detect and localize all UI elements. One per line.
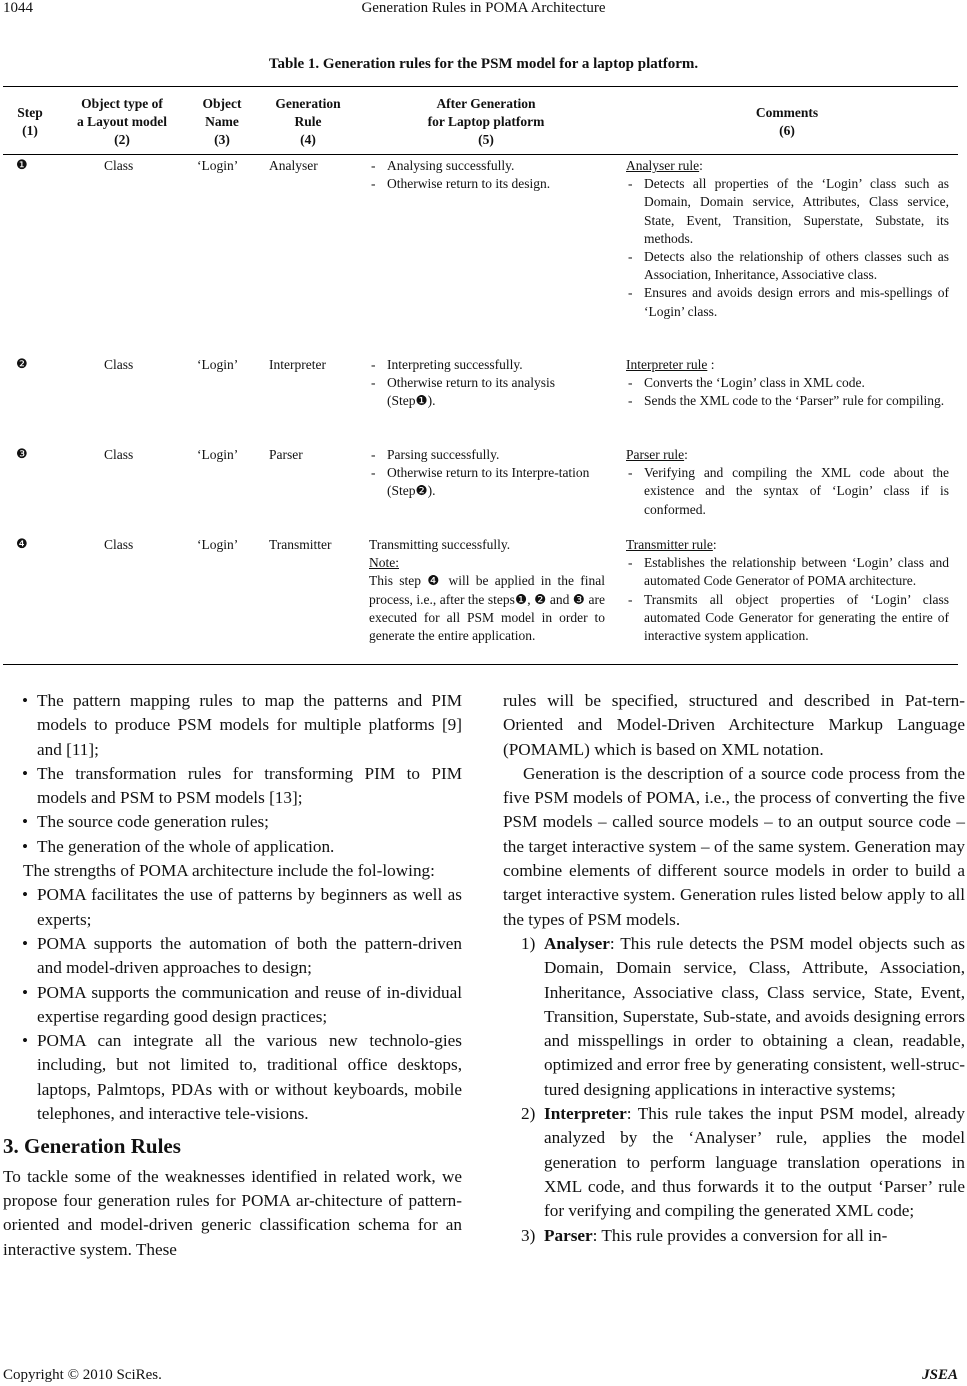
table-row-1-step: ❶ bbox=[16, 157, 28, 172]
table-row-3-name: ‘Login’ bbox=[197, 447, 239, 462]
table-row-3-comments: Parser rule: - Verifying and compiling the XML code about the existence and the syntax of ‘Login’ class if is conformed. bbox=[626, 446, 949, 519]
paragraph: rules will be specified, structured and described in Pat-tern-Oriented and Model-Driven Architecture Markup Language (POMAML) which is based on XML notation. bbox=[503, 691, 965, 759]
bullet-item: • The pattern mapping rules to map the patterns and PIM models to produce PSM models for multiple platforms [9] and [11]; bbox=[23, 689, 462, 762]
strengths-intro: The strengths of POMA architecture include the fol-lowing: bbox=[23, 861, 435, 881]
table-top-rule bbox=[3, 86, 958, 87]
table-caption: Table 1. Generation rules for the PSM model for a laptop platform. bbox=[268, 56, 699, 72]
bullet-item: • POMA supports the communication and reuse of in-dividual expertise regarding good design practices; bbox=[23, 981, 462, 1030]
col-header-step: Step (1) bbox=[17, 105, 43, 138]
table-row-2-name: ‘Login’ bbox=[197, 357, 239, 372]
table-row-2-type: Class bbox=[104, 357, 134, 372]
col-header-comments: Comments (6) bbox=[755, 105, 819, 138]
table-row-2-after: - Interpreting successfully. - Otherwise return to its analysis (Step❶). bbox=[369, 356, 605, 411]
table-row-1-type: Class bbox=[104, 158, 134, 173]
table-row-3-after: - Parsing successfully. - Otherwise return to its Interpre-tation (Step❷). bbox=[369, 446, 605, 501]
footer-journal: JSEA bbox=[922, 1367, 958, 1383]
table-row-4-rule: Transmitter bbox=[269, 537, 332, 552]
col-header-object-type: Object type of a Layout model (2) bbox=[76, 96, 167, 147]
table-row-1-rule: Analyser bbox=[269, 158, 318, 173]
table-row-4-type: Class bbox=[104, 537, 134, 552]
bullet-item: • The transformation rules for transforming PIM to PIM models and PSM to PSM models [13]; bbox=[23, 762, 462, 811]
running-title: Generation Rules in POMA Architecture bbox=[361, 0, 606, 16]
table-row-2-rule: Interpreter bbox=[269, 357, 326, 372]
section-heading: 3. Generation Rules bbox=[3, 1134, 181, 1159]
col-header-object-name: Object Name (3) bbox=[202, 96, 242, 147]
table-row-4-step: ❹ bbox=[16, 536, 28, 551]
page-header bbox=[0, 0, 967, 20]
col-header-after-generation: After Generation for Laptop platform (5) bbox=[427, 96, 545, 147]
col-header-generation-rule: Generation Rule (4) bbox=[275, 96, 341, 147]
table-row-2-comments: Interpreter rule : - Converts the ‘Login’ class in XML code. - Sends the XML code to the ‘Parser” rule for compiling. bbox=[626, 356, 949, 411]
table-row-3-rule: Parser bbox=[269, 447, 303, 462]
section-paragraph: To tackle some of the weaknesses identified in related work, we propose four generation rules for POMA ar-chitecture of pattern-oriented and model-driven generic classification schema for an interactive system. These bbox=[3, 1166, 462, 1259]
bullet-item: • The source code generation rules; bbox=[23, 810, 462, 834]
table-bottom-rule bbox=[3, 664, 958, 665]
list-item-interpreter: 2) Interpreter: This rule takes the input PSM model, already analyzed by the ‘Analyser’ rule, applies the model generation to perform language translation operations in XML code, and thus forwards it to the output ‘Parser’ rule for verifying and compiling the generated XML code; bbox=[521, 1104, 965, 1221]
table-row-4-comments: Transmitter rule: - Establishes the relationship between ‘Login’ class and automated Code Generator of POMA architecture. - Transmits all object properties of ‘Login’ class automated Code Generator for generating the entire of interactive system application. bbox=[626, 536, 949, 645]
bullet-item: • POMA can integrate all the various new technolo-gies including, but not limited to, traditional office desktops, laptops, Palmtops, PDAs with or without keyboards, mobile telephones, and interactive tele-visions. bbox=[23, 1029, 462, 1126]
page-number: 1044 bbox=[3, 0, 33, 16]
table-row-1-comments: Analyser rule: - Detects all properties of the ‘Login’ class such as Domain, Domain service, Attributes, Class service, State, Event, Transition, Superstate, Substate, its methods. - Detects also the relationship of others classes such as Association, Inheritance, Associative class. - Ensures and avoids design errors and mis-spellings of ‘Login’ class. bbox=[626, 157, 949, 321]
bullet-item: • POMA supports the automation of both the pattern-driven and model-driven approaches to design; bbox=[23, 932, 462, 981]
left-column bbox=[3, 689, 462, 1262]
table-row-4-name: ‘Login’ bbox=[197, 537, 239, 552]
list-item-parser: 3) Parser: This rule provides a conversion for all in- bbox=[521, 1225, 888, 1245]
table-row-4-after: Transmitting successfully. Note: This step ❹ will be applied in the final process, i.e., after the steps❶, ❷ and ❸ are executed for all PSM model in order to generate the entire application. bbox=[369, 537, 605, 644]
bullet-item: • POMA facilitates the use of patterns by beginners as well as experts; bbox=[23, 883, 462, 932]
footer-copyright: Copyright © 2010 SciRes. bbox=[3, 1367, 162, 1383]
table-row-1-name: ‘Login’ bbox=[197, 158, 239, 173]
table-row-3-type: Class bbox=[104, 447, 134, 462]
list-item-analyser: 1) Analyser: This rule detects the PSM model objects such as Domain, Domain service, Class, Attribute, Association, Inheritance, Associative class, Class service, State, Event, Transition, Superstate, Sub-state, and avoids designing errors and misspellings in order to obtaining a clean, readable, optimized and error free by generating consistent, well-struc-tured designing applications in interactive systems; bbox=[521, 933, 965, 1099]
table-row-1-after: - Analysing successfully. - Otherwise return to its design. bbox=[369, 157, 605, 193]
table-row-3-step: ❸ bbox=[16, 446, 28, 461]
right-column bbox=[503, 689, 965, 1248]
paragraph: Generation is the description of a source code process from the five PSM models of POMA, i.e., the process of converting the five PSM models – called source models – to an output source code – the target interactive system – of the same system. Generation may combine elements of different source models in order to build a target interactive system. Generation rules listed below apply to all the types of PSM models. bbox=[503, 763, 965, 929]
table-row-2-step: ❷ bbox=[16, 356, 28, 371]
table-header-rule bbox=[3, 154, 958, 155]
bullet-item: • The generation of the whole of application. bbox=[23, 835, 462, 859]
